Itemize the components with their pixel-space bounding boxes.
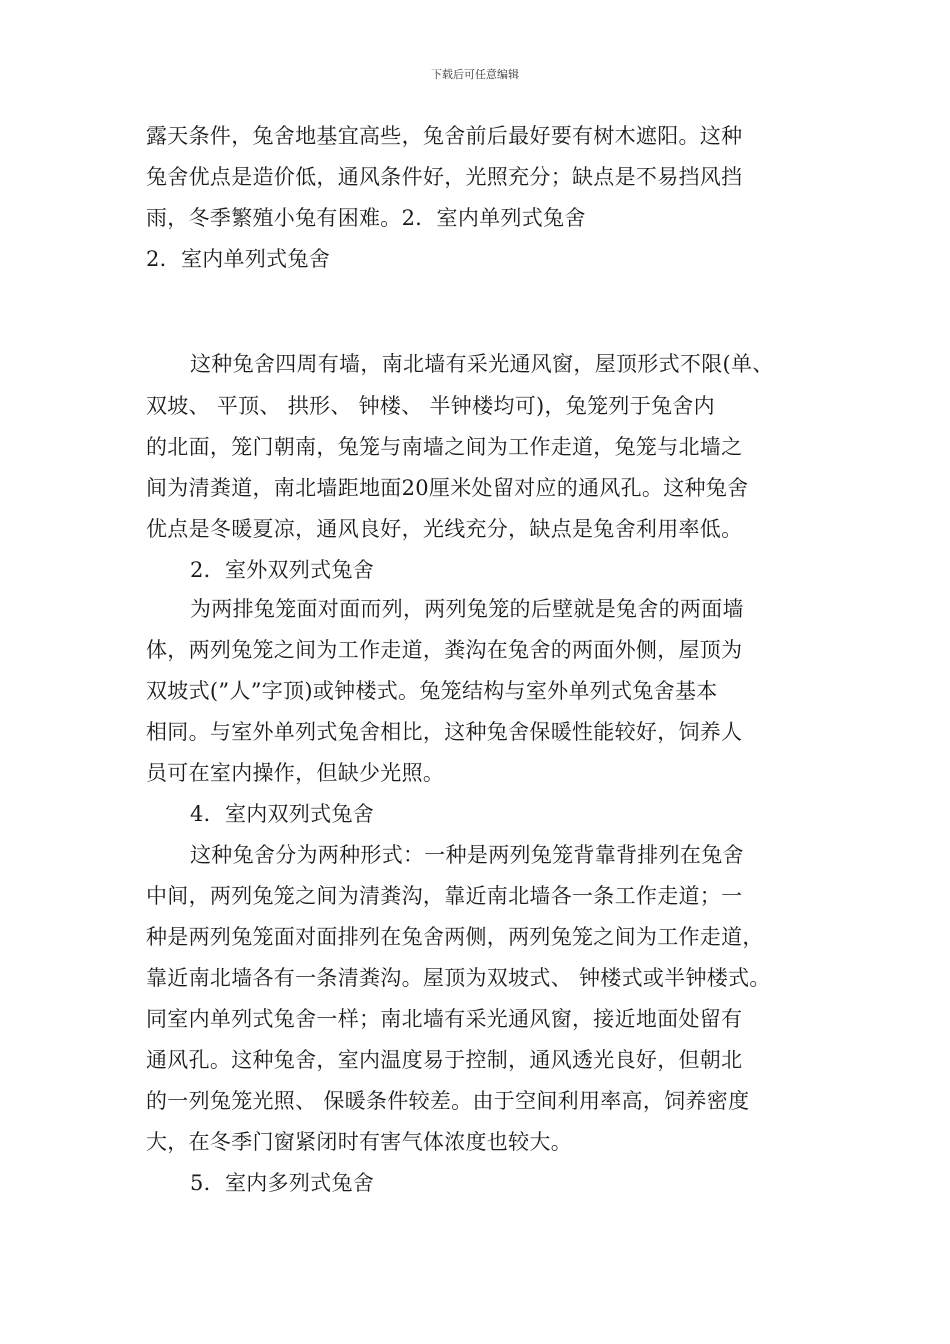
text-line: 双坡、 平顶、 拱形、 钟楼、 半钟楼均可)，兔笼列于兔舍内 [146, 394, 715, 418]
text-line: 2．室内单列式兔舍 [146, 247, 331, 271]
text-line: 体，两列兔笼之间为工作走道，粪沟在兔舍的两面外侧，屋顶为 [146, 638, 743, 662]
text-line: 的北面，笼门朝南，兔笼与南墙之间为工作走道，兔笼与北墙之 [146, 435, 743, 459]
text-line: 间为清粪道，南北墙距地面20厘米处留对应的通风孔。这种兔舍 [146, 476, 749, 500]
text-line: 中间，两列兔笼之间为清粪沟，靠近南北墙各一条工作走道；一 [146, 884, 743, 908]
text-line: 的一列兔笼光照、 保暖条件较差。由于空间利用率高，饲养密度 [146, 1089, 750, 1113]
text-line: 这种兔舍四周有墙，南北墙有采光通风窗，屋顶形式不限(单、 [190, 352, 774, 376]
text-line: 通风孔。这种兔舍，室内温度易于控制，通风透光良好，但朝北 [146, 1048, 743, 1072]
text-line: 大，在冬季门窗紧闭时有害气体浓度也较大。 [146, 1130, 572, 1154]
text-line: 员可在室内操作，但缺少光照。 [146, 761, 445, 785]
section-heading: 4．室内双列式兔舍 [190, 802, 375, 826]
text-line: 雨，冬季繁殖小兔有困难。2．室内单列式兔舍 [146, 206, 586, 230]
text-line: 优点是冬暖夏凉，通风良好，光线充分，缺点是兔舍利用率低。 [146, 517, 743, 541]
text-line: 为两排兔笼面对面而列，两列兔笼的后壁就是兔舍的两面墙 [190, 597, 744, 621]
text-line: 兔舍优点是造价低，通风条件好，光照充分；缺点是不易挡风挡 [146, 165, 743, 189]
text-line: 相同。与室外单列式兔舍相比，这种兔舍保暖性能较好，饲养人 [146, 720, 743, 744]
text-line: 双坡式(”人”字顶)或钟楼式。兔笼结构与室外单列式兔舍基本 [146, 679, 718, 703]
section-heading: 2．室外双列式兔舍 [190, 558, 375, 582]
text-line: 种是两列兔笼面对面排列在兔舍两侧，两列兔笼之间为工作走道， [146, 925, 764, 949]
page-header: 下载后可任意编辑 [431, 68, 519, 81]
text-line: 露天条件，兔舍地基宜高些，兔舍前后最好要有树木遮阳。这种 [146, 124, 743, 148]
section-heading: 5．室内多列式兔舍 [190, 1171, 375, 1195]
text-line: 这种兔舍分为两种形式：一种是两列兔笼背靠背排列在兔舍 [190, 843, 744, 867]
text-line: 靠近南北墙各有一条清粪沟。屋顶为双坡式、 钟楼式或半钟楼式。 [146, 966, 771, 990]
text-line: 同室内单列式兔舍一样；南北墙有采光通风窗，接近地面处留有 [146, 1007, 743, 1031]
